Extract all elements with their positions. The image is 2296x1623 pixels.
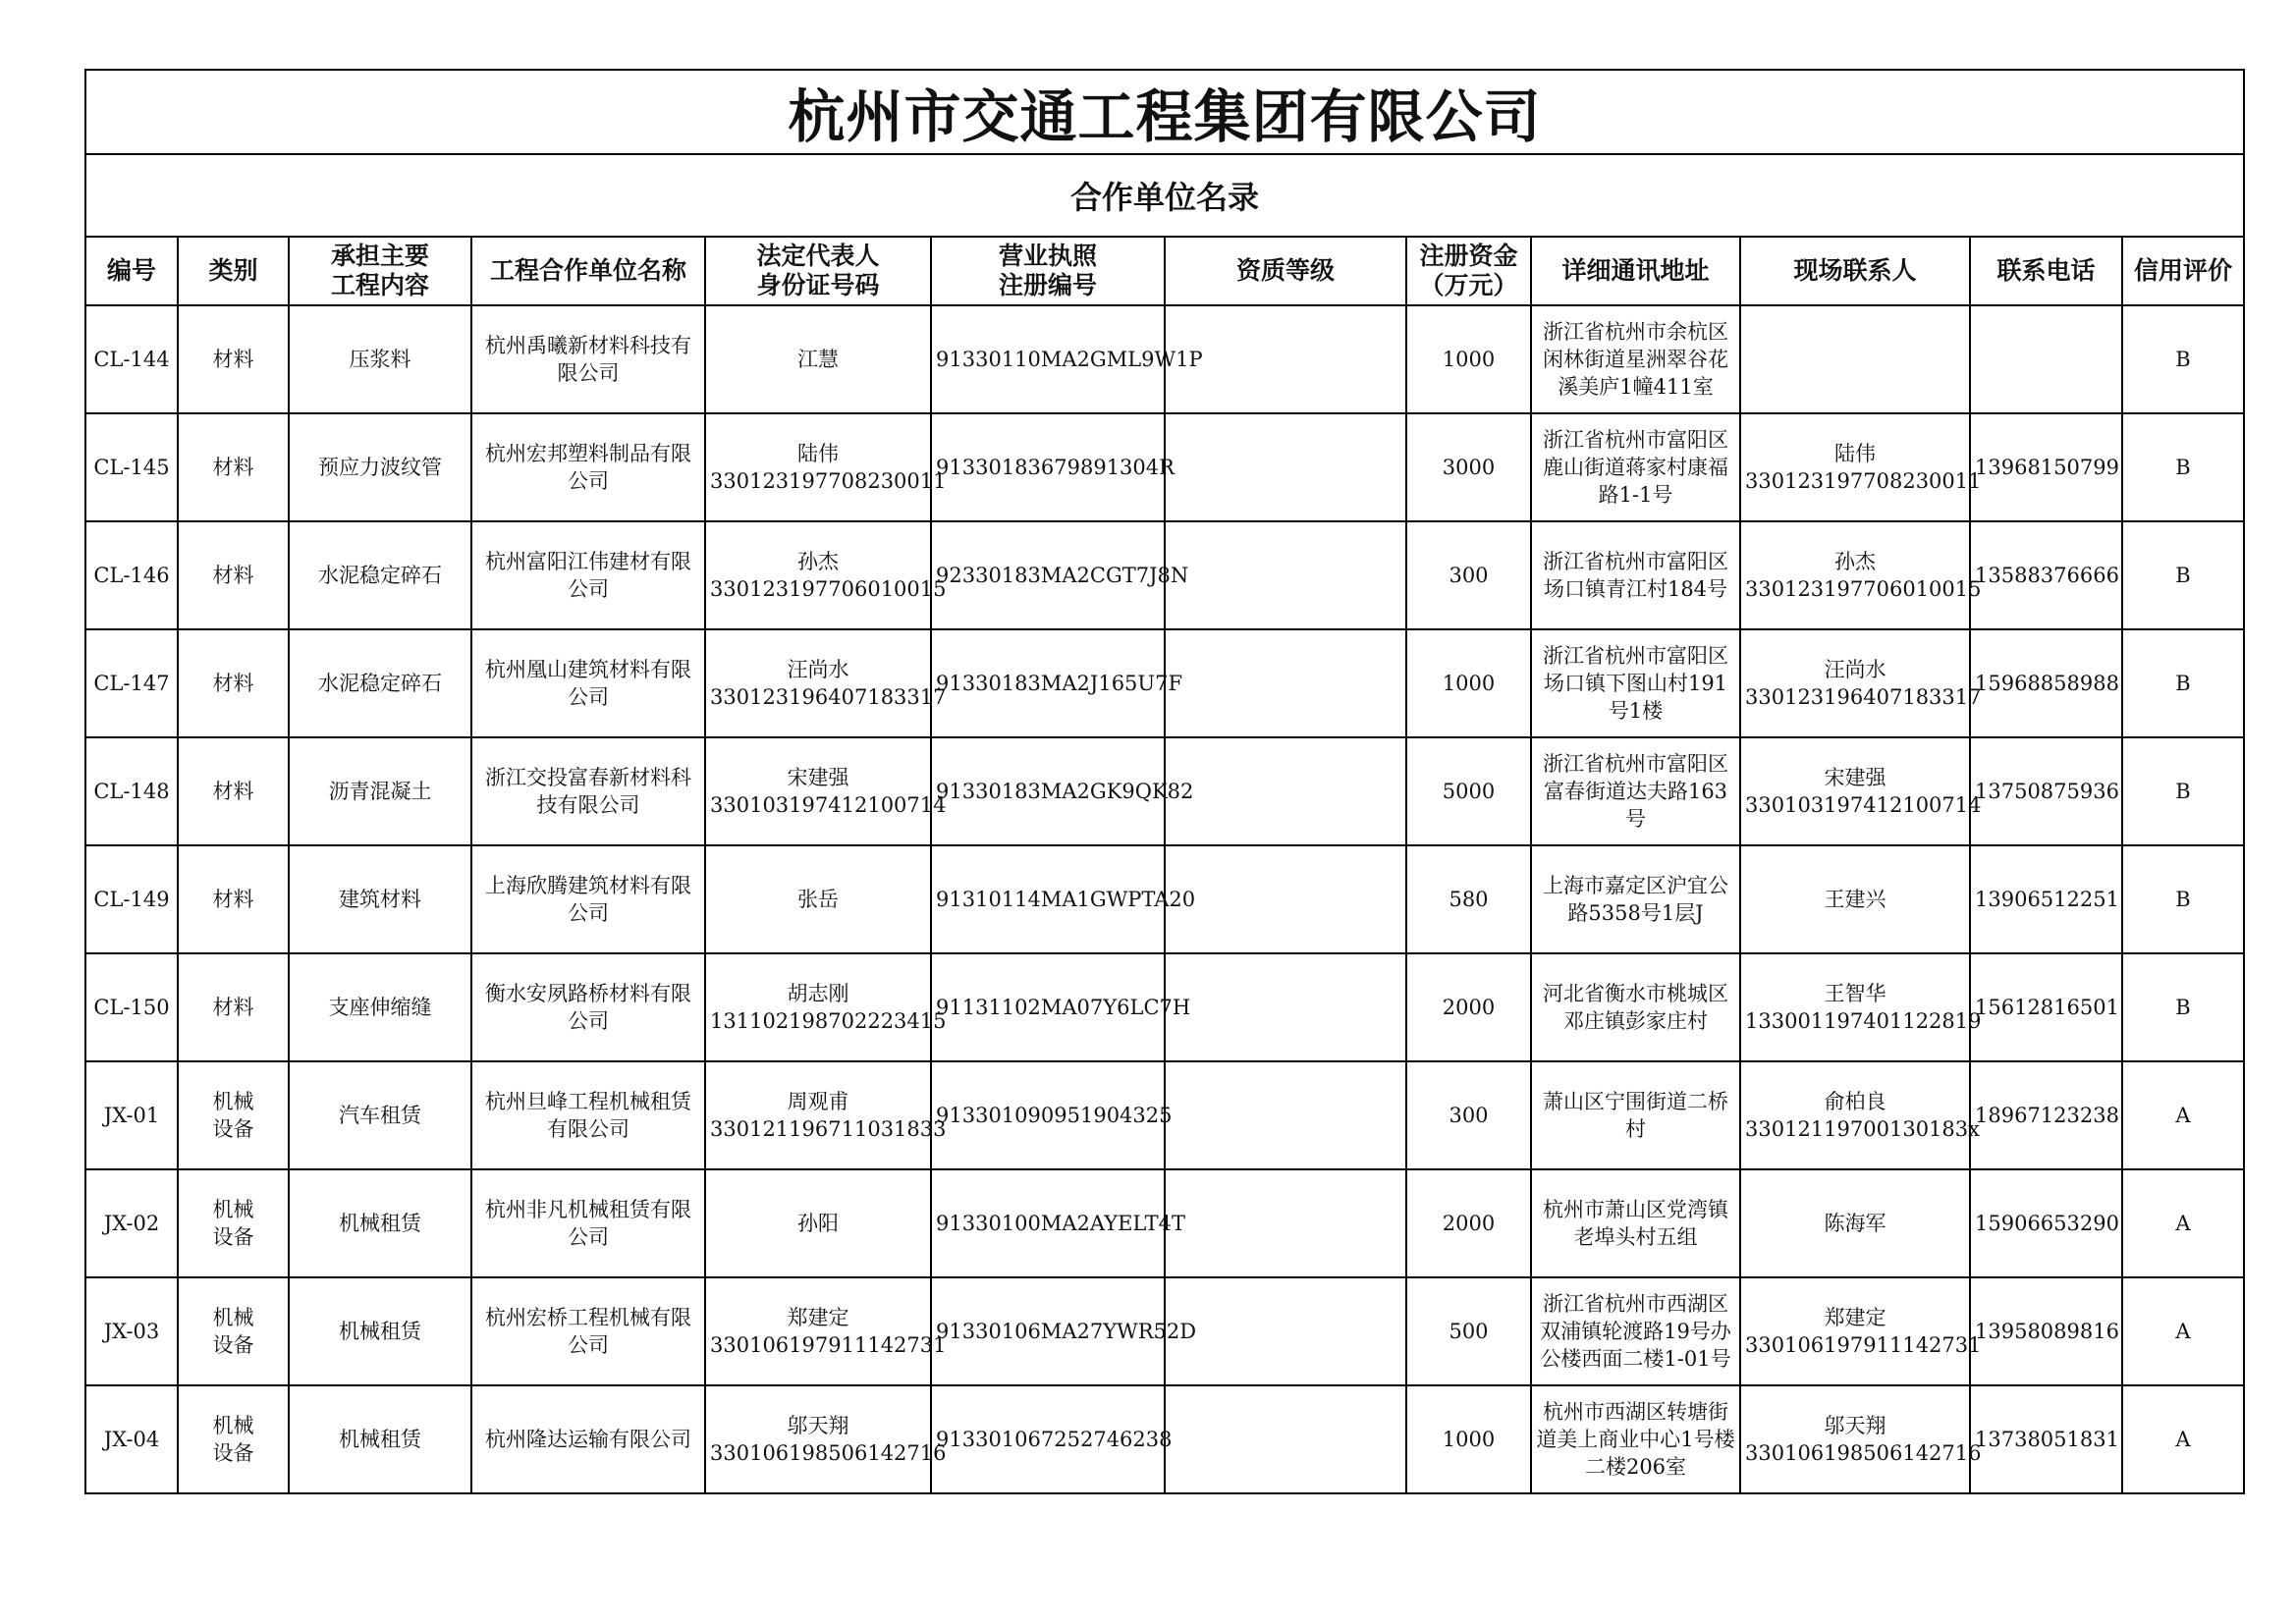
header-capital: 注册资金 （万元） [1406,237,1531,305]
cell-unit: 浙江交投富春新材料科技有限公司 [471,737,705,845]
cell-unit: 杭州富阳江伟建材有限公司 [471,521,705,629]
cell-address: 浙江省杭州市富阳区场口镇青江村184号 [1531,521,1740,629]
table-row [85,629,2244,737]
cell-license: 91330100MA2AYELT4T [931,1169,1165,1277]
cell-address: 萧山区宁围街道二桥村 [1531,1061,1740,1169]
cell-no: CL-147 [85,629,178,737]
cell-license: 913301090951904325 [931,1061,1165,1169]
cell-address: 河北省衡水市桃城区邓庄镇彭家庄村 [1531,953,1740,1061]
cell-type: 材料 [178,953,289,1061]
cell-type: 机械 设备 [178,1277,289,1385]
table-row [85,521,2244,629]
header-phone: 联系电话 [1970,237,2122,305]
cell-phone: 13958089816 [1970,1277,2122,1385]
cell-content: 机械租赁 [289,1385,471,1493]
cell-address: 杭州市西湖区转塘街道美上商业中心1号楼二楼206室 [1531,1385,1740,1493]
cell-license: 92330183MA2CGT7J8N [931,521,1165,629]
cell-phone: 13588376666 [1970,521,2122,629]
cell-qual [1165,953,1406,1061]
cell-unit: 杭州凰山建筑材料有限公司 [471,629,705,737]
cell-address: 浙江省杭州市余杭区闲林街道星洲翠谷花溪美庐1幢411室 [1531,305,1740,413]
cell-credit: B [2122,521,2244,629]
header-license: 营业执照 注册编号 [931,237,1165,305]
cell-contact: 宋建强 330103197412100714 [1740,737,1970,845]
header-credit: 信用评价 [2122,237,2244,305]
cell-address: 杭州市萧山区党湾镇 老埠头村五组 [1531,1169,1740,1277]
cell-qual [1165,737,1406,845]
cell-contact: 邬天翔 330106198506142716 [1740,1385,1970,1493]
table-row [85,413,2244,521]
cell-content: 预应力波纹管 [289,413,471,521]
cell-content: 沥青混凝土 [289,737,471,845]
cell-legal: 周观甫 330121196711031833 [705,1061,931,1169]
table-row [85,1061,2244,1169]
cell-address: 浙江省杭州市富阳区富春街道达夫路163号 [1531,737,1740,845]
cell-phone [1970,305,2122,413]
cell-credit: B [2122,629,2244,737]
cell-unit: 杭州隆达运输有限公司 [471,1385,705,1493]
cell-address: 上海市嘉定区沪宜公路5358号1层J [1531,845,1740,953]
cell-legal: 邬天翔 330106198506142716 [705,1385,931,1493]
cell-legal: 胡志刚 131102198702223415 [705,953,931,1061]
cell-type: 材料 [178,521,289,629]
cell-qual [1165,629,1406,737]
cell-address: 浙江省杭州市西湖区双浦镇轮渡路19号办公楼西面二楼1-01号 [1531,1277,1740,1385]
company-title: 杭州市交通工程集团有限公司 [85,70,2244,154]
table-row [85,305,2244,413]
cell-phone: 15968858988 [1970,629,2122,737]
header-unit: 工程合作单位名称 [471,237,705,305]
cell-license: 91330183MA2J165U7F [931,629,1165,737]
header-address: 详细通讯地址 [1531,237,1740,305]
cell-no: JX-04 [85,1385,178,1493]
cell-license: 91131102MA07Y6LC7H [931,953,1165,1061]
cell-phone: 15612816501 [1970,953,2122,1061]
cell-content: 支座伸缩缝 [289,953,471,1061]
cell-capital: 3000 [1406,413,1531,521]
table-row [85,1169,2244,1277]
cell-legal: 张岳 [705,845,931,953]
table-row [85,953,2244,1061]
cell-type: 材料 [178,305,289,413]
cell-phone: 18967123238 [1970,1061,2122,1169]
header-content: 承担主要 工程内容 [289,237,471,305]
cell-unit: 上海欣腾建筑材料有限公司 [471,845,705,953]
header-contact: 现场联系人 [1740,237,1970,305]
cell-no: CL-149 [85,845,178,953]
cell-contact: 陈海军 [1740,1169,1970,1277]
cell-capital: 300 [1406,521,1531,629]
cell-credit: B [2122,413,2244,521]
cell-capital: 5000 [1406,737,1531,845]
cell-address: 浙江省杭州市富阳区场口镇下图山村191号1楼 [1531,629,1740,737]
cell-contact: 王智华 133001197401122819 [1740,953,1970,1061]
cell-legal: 汪尚水 330123196407183317 [705,629,931,737]
cell-unit: 衡水安夙路桥材料有限公司 [471,953,705,1061]
header-no: 编号 [85,237,178,305]
cell-phone: 13968150799 [1970,413,2122,521]
cell-content: 机械租赁 [289,1277,471,1385]
cell-content: 压浆料 [289,305,471,413]
cell-no: JX-03 [85,1277,178,1385]
cell-unit: 杭州禹曦新材料科技有限公司 [471,305,705,413]
cell-credit: A [2122,1061,2244,1169]
cell-credit: A [2122,1169,2244,1277]
cell-legal: 孙杰 330123197706010015 [705,521,931,629]
cell-no: CL-146 [85,521,178,629]
cell-content: 汽车租赁 [289,1061,471,1169]
cell-type: 材料 [178,413,289,521]
cell-license: 91310114MA1GWPTA20 [931,845,1165,953]
cell-qual [1165,1061,1406,1169]
cell-unit: 杭州宏桥工程机械有限公司 [471,1277,705,1385]
cell-qual [1165,1277,1406,1385]
cell-type: 材料 [178,629,289,737]
cell-license: 91330106MA27YWR52D [931,1277,1165,1385]
cell-unit: 杭州旦峰工程机械租赁有限公司 [471,1061,705,1169]
cell-credit: B [2122,305,2244,413]
header-type: 类别 [178,237,289,305]
cell-legal: 郑建定 330106197911142731 [705,1277,931,1385]
table-row [85,737,2244,845]
cell-type: 机械 设备 [178,1061,289,1169]
cell-content: 建筑材料 [289,845,471,953]
cell-legal: 江慧 [705,305,931,413]
cell-license: 91330183679891304R [931,413,1165,521]
cell-credit: B [2122,845,2244,953]
header-qual: 资质等级 [1165,237,1406,305]
cell-license: 913301067252746238 [931,1385,1165,1493]
cell-capital: 1000 [1406,629,1531,737]
cell-qual [1165,1385,1406,1493]
cell-contact: 汪尚水 330123196407183317 [1740,629,1970,737]
cell-capital: 2000 [1406,953,1531,1061]
cell-no: CL-150 [85,953,178,1061]
cell-credit: A [2122,1277,2244,1385]
cell-contact: 孙杰 330123197706010015 [1740,521,1970,629]
cell-phone: 15906653290 [1970,1169,2122,1277]
cell-address: 浙江省杭州市富阳区鹿山街道蒋家村康福路1-1号 [1531,413,1740,521]
table-row [85,1277,2244,1385]
cell-contact: 郑建定 330106197911142731 [1740,1277,1970,1385]
cell-no: JX-01 [85,1061,178,1169]
cell-no: JX-02 [85,1169,178,1277]
cell-contact: 俞柏良 33012119700130183x [1740,1061,1970,1169]
directory-subtitle: 合作单位名录 [85,154,2244,237]
cell-credit: B [2122,737,2244,845]
cell-qual [1165,1169,1406,1277]
cell-capital: 2000 [1406,1169,1531,1277]
cell-unit: 杭州宏邦塑料制品有限公司 [471,413,705,521]
cell-content: 机械租赁 [289,1169,471,1277]
cell-capital: 1000 [1406,1385,1531,1493]
table-row [85,1385,2244,1493]
cell-capital: 300 [1406,1061,1531,1169]
cell-type: 材料 [178,737,289,845]
cell-content: 水泥稳定碎石 [289,521,471,629]
cell-capital: 1000 [1406,305,1531,413]
cell-contact [1740,305,1970,413]
cell-contact: 陆伟 330123197708230011 [1740,413,1970,521]
cell-capital: 580 [1406,845,1531,953]
cell-no: CL-145 [85,413,178,521]
cell-legal: 孙阳 [705,1169,931,1277]
cell-legal: 宋建强 330103197412100714 [705,737,931,845]
cell-qual [1165,845,1406,953]
partner-directory-table [84,69,2245,1494]
cell-license: 91330183MA2GK9QK82 [931,737,1165,845]
cell-unit: 杭州非凡机械租赁有限公司 [471,1169,705,1277]
cell-type: 机械 设备 [178,1169,289,1277]
cell-credit: A [2122,1385,2244,1493]
cell-contact: 王建兴 [1740,845,1970,953]
cell-license: 91330110MA2GML9W1P [931,305,1165,413]
cell-credit: B [2122,953,2244,1061]
cell-type: 材料 [178,845,289,953]
cell-no: CL-148 [85,737,178,845]
cell-type: 机械 设备 [178,1385,289,1493]
cell-phone: 13906512251 [1970,845,2122,953]
header-legal: 法定代表人 身份证号码 [705,237,931,305]
cell-content: 水泥稳定碎石 [289,629,471,737]
cell-qual [1165,521,1406,629]
table-row [85,845,2244,953]
cell-capital: 500 [1406,1277,1531,1385]
cell-phone: 13738051831 [1970,1385,2122,1493]
cell-no: CL-144 [85,305,178,413]
cell-legal: 陆伟 330123197708230011 [705,413,931,521]
cell-phone: 13750875936 [1970,737,2122,845]
header-row [85,237,2244,305]
cell-qual [1165,413,1406,521]
